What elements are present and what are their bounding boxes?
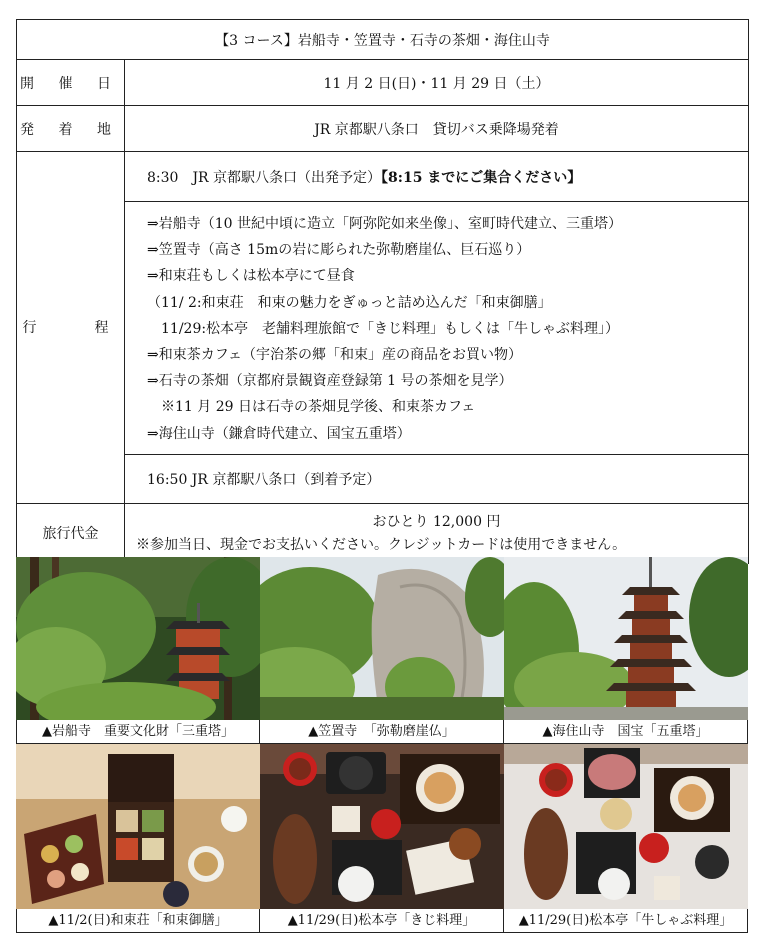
route-line: （11/ 2:和束荘 和束の魅力をぎゅっと詰め込んだ「和束御膳」 — [147, 294, 552, 311]
course-info-sheet — [16, 19, 748, 564]
photo-caption: ▲11/29(日)松本亭「きじ料理」 — [260, 909, 504, 933]
photo-caption: ▲海住山寺 国宝「五重塔」 — [504, 720, 748, 744]
itinerary-start — [125, 152, 749, 202]
photo-card — [260, 744, 504, 933]
date-row — [17, 60, 749, 106]
itinerary-start-row — [17, 152, 749, 202]
fee-row — [17, 503, 749, 563]
itinerary-end: 16:50 JR 京都駅八条口（到着予定） — [125, 454, 749, 503]
photo-caption: ▲11/2(日)和束荘「和束御膳」 — [16, 909, 260, 933]
photo-card — [16, 557, 260, 744]
route-line: ※11 月 29 日は石寺の茶畑見学後、和束茶カフェ — [147, 399, 476, 416]
itinerary-end-row — [17, 454, 749, 503]
route-line: ⇒和束荘もしくは松本亭にて昼食 — [147, 268, 355, 285]
photo-card — [260, 557, 504, 744]
fee-note: ※参加当日、現金でお支払いください。クレジットカードは使用できません。 — [136, 537, 627, 554]
photo-caption: ▲11/29(日)松本亭「牛しゃぶ料理」 — [504, 909, 748, 933]
place-label: 発 着 地 — [17, 106, 125, 152]
fee-price: おひとり 12,000 円 — [372, 514, 501, 531]
fee-label: 旅行代金 — [17, 503, 125, 563]
fee-details — [125, 503, 749, 563]
photo-card — [16, 744, 260, 933]
place-row — [17, 106, 749, 152]
kiji-ryori-meal-photo — [260, 744, 504, 909]
course-info-table — [16, 19, 749, 564]
kasagidera-rock-buddha-photo — [260, 557, 504, 720]
kaijusenji-five-story-pagoda-photo — [504, 557, 748, 720]
route-line: ⇒和束茶カフェ（宇治茶の郷「和束」産の商品をお買い物） — [147, 347, 523, 364]
route-line: ⇒笠置寺（高さ 15mの岩に彫られた弥勒磨崖仏、巨石巡り） — [147, 242, 531, 259]
iwafuneji-pagoda-photo — [16, 557, 260, 720]
route-line: ⇒海住山寺（鎌倉時代建立、国宝五重塔） — [147, 425, 411, 442]
photo-card — [504, 557, 748, 744]
assembly-notice: 【8:15 までにご集合ください】 — [381, 169, 582, 186]
itinerary-route — [125, 202, 749, 455]
photo-card — [504, 744, 748, 933]
photo-row-sights — [16, 557, 748, 744]
route-line: ⇒石寺の茶畑（京都府景観資産登録第 1 号の茶畑を見学） — [147, 373, 513, 390]
itinerary-label: 行 程 — [17, 152, 125, 504]
gyushabu-meal-photo — [504, 744, 748, 909]
photo-caption: ▲岩船寺 重要文化財「三重塔」 — [16, 720, 260, 744]
course-title: 【3 コース】岩船寺・笠置寺・石寺の茶畑・海住山寺 — [17, 20, 749, 60]
route-line: 11/29:松本亭 老舗料理旅館で「きじ料理」もしくは「牛しゃぶ料理」） — [147, 320, 620, 337]
course-title-row — [17, 20, 749, 60]
itinerary-route-row — [17, 202, 749, 455]
photo-row-meals — [16, 744, 748, 933]
route-line: ⇒岩船寺（10 世紀中頃に造立「阿弥陀如来坐像」、室町時代建立、三重塔） — [147, 216, 622, 232]
photo-caption: ▲笠置寺 「弥勒磨崖仏」 — [260, 720, 504, 744]
place-value: JR 京都駅八条口 貸切バス乗降場発着 — [125, 106, 749, 152]
wazuka-gozen-meal-photo — [16, 744, 260, 909]
date-label: 開 催 日 — [17, 60, 125, 106]
itinerary-start-time: 8:30 JR 京都駅八条口（出発予定） — [147, 169, 382, 186]
photo-gallery — [16, 557, 748, 933]
date-value: 11 月 2 日(日)・11 月 29 日（土） — [125, 60, 749, 106]
